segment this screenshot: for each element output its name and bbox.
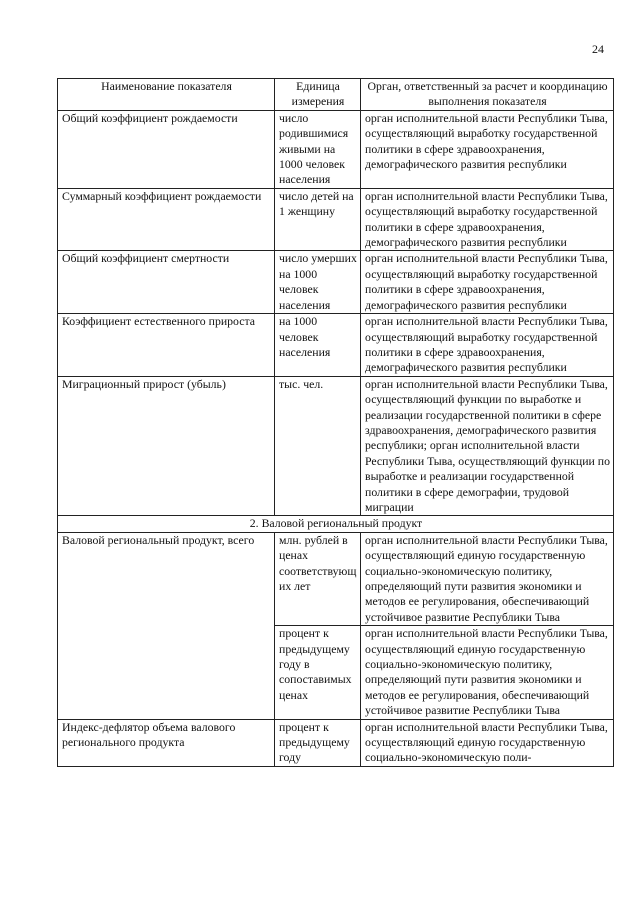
page-number: 24	[592, 42, 604, 56]
header-indicator-name: Наименование показателя	[58, 79, 275, 111]
indicator-name: Индекс-дефлятор объема валового регионального продукта	[58, 719, 275, 766]
table-row	[58, 251, 614, 314]
responsible-organ: орган исполнительной власти Республики Тыва, осуществляющий функции по выработке и реализации государственной политики в сфере здравоохранения, демографического развития республики; орган исполнительной власти Республики Тыва, осуществляющий функции по выработке и реализации государственной политики в сфере демографии, трудовой миграции	[361, 376, 614, 516]
indicator-name: Общий коэффициент рождаемости	[58, 110, 275, 188]
indicator-name: Общий коэффициент смертности	[58, 251, 275, 314]
indicator-name: Валовой региональный продукт, всего	[58, 532, 275, 719]
table-row	[58, 719, 614, 766]
responsible-organ: орган исполнительной власти Республики Тыва, осуществляющий выработку государственной политики в сфере здравоохранения, демографического развития республики	[361, 110, 614, 188]
header-unit: Единица измерения	[275, 79, 361, 111]
indicator-unit: число умерших на 1000 человек населения	[275, 251, 361, 314]
indicator-unit: на 1000 человек населения	[275, 314, 361, 377]
table-header-row	[58, 79, 614, 111]
indicator-name: Суммарный коэффициент рождаемости	[58, 188, 275, 251]
responsible-organ: орган исполнительной власти Республики Тыва, осуществляющий выработку государственной политики в сфере здравоохранения, демографического развития республики	[361, 314, 614, 377]
table-row	[58, 110, 614, 188]
responsible-organ: орган исполнительной власти Республики Тыва, осуществляющий выработку государственной политики в сфере здравоохранения, демографического развития республики	[361, 188, 614, 251]
responsible-organ: орган исполнительной власти Республики Тыва, осуществляющий единую государственную социально-экономическую политику, определяющий пути развития экономики и методов ее регулирования, обеспечивающий устойчивое развитие Республики Тыва	[361, 626, 614, 719]
indicator-unit: число родившимися живыми на 1000 человек населения	[275, 110, 361, 188]
indicators-table	[57, 78, 614, 767]
indicator-unit: процент к предыдущему году	[275, 719, 361, 766]
header-responsible-organ: Орган, ответственный за расчет и координацию выполнения показателя	[361, 79, 614, 111]
responsible-organ: орган исполнительной власти Республики Тыва, осуществляющий единую государственную социально-экономическую политику, определяющий пути развития экономики и методов ее регулирования, обеспечивающий устойчивое развитие Республики Тыва	[361, 532, 614, 625]
responsible-organ: орган исполнительной власти Республики Тыва, осуществляющий выработку государственной политики в сфере здравоохранения, демографического развития республики	[361, 251, 614, 314]
indicator-unit: млн. рублей в ценах соответствующих лет	[275, 532, 361, 625]
responsible-organ: орган исполнительной власти Республики Тыва, осуществляющий единую государственную социально-экономическую поли-	[361, 719, 614, 766]
indicator-name: Коэффициент естественного прироста	[58, 314, 275, 377]
table-row	[58, 314, 614, 377]
table-row	[58, 376, 614, 516]
indicator-unit: тыс. чел.	[275, 376, 361, 516]
indicator-name: Миграционный прирост (убыль)	[58, 376, 275, 516]
indicator-unit: число детей на 1 женщину	[275, 188, 361, 251]
table-row	[58, 188, 614, 251]
section-title: 2. Валовой региональный продукт	[58, 516, 614, 532]
indicator-unit: процент к предыдущему году в сопоставимых ценах	[275, 626, 361, 719]
section-row	[58, 516, 614, 532]
table-row	[58, 532, 614, 625]
